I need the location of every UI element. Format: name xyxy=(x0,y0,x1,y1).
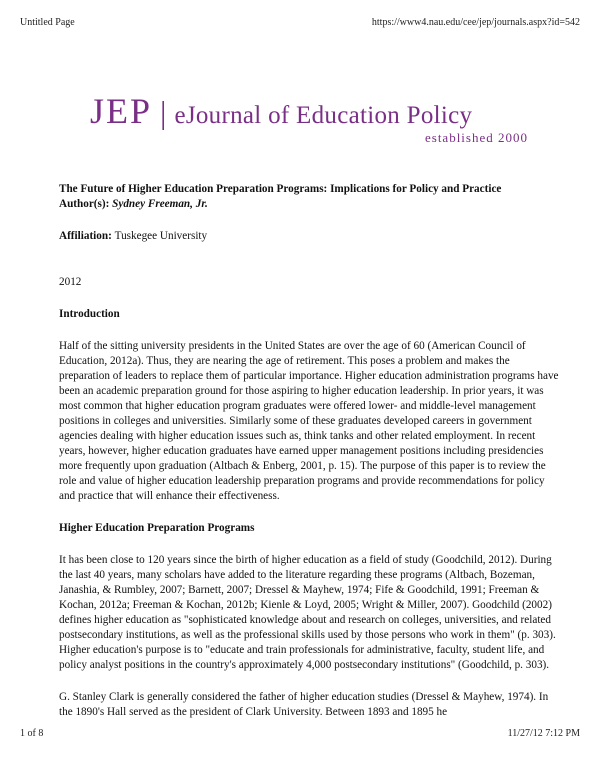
section-heading-programs: Higher Education Preparation Programs xyxy=(59,522,255,534)
affiliation-label: Affiliation: xyxy=(59,230,112,242)
author-name: Sydney Freeman, Jr. xyxy=(112,198,208,210)
browser-page-title: Untitled Page xyxy=(20,17,75,28)
article-content xyxy=(59,182,559,720)
journal-logo: JEP xyxy=(90,91,153,131)
publication-year: 2012 xyxy=(59,276,82,288)
browser-url[interactable]: https://www4.nau.edu/cee/jep/journals.aspx?id=542 xyxy=(371,17,580,28)
journal-masthead xyxy=(90,93,530,146)
journal-name: eJournal of Education Policy xyxy=(174,102,473,129)
page-indicator: 1 of 8 xyxy=(20,728,44,739)
masthead-separator: | xyxy=(160,94,167,130)
article-author xyxy=(59,197,559,212)
paragraph-programs-1: It has been close to 120 years since the birth of higher education as a field of study (Goodchild, 2012). During the last 40 years, many scholars have added to the literature regarding these programs (Altbach, Bozeman, Janashia, & Rumbley, 2007; Barnett, 2007; Dressel & Mayhew, 1974; Fife & Goodchild, 1991; Freeman & Kochan, 2012a; Freeman & Kochan, 2012b; Kienle & Loyd, 2005; Wright & Miller, 2007). Goodchild (2002) defines higher education as "sophisticated knowledge about and research on colleges, universities, and related postsecondary institutions, as well as the professional skills used by those persons who work in them" (p. 303). Higher education's purpose is to "educate and train professionals for administrative, faculty, student life, and policy analyst positions in the country's approximately 4,000 postsecondary institutions" (Goodchild, p. 303). xyxy=(59,554,556,671)
established-text: established 2000 xyxy=(424,130,528,145)
affiliation-value: Tuskegee University xyxy=(114,230,208,242)
author-label: Author(s): xyxy=(59,198,110,210)
masthead-row xyxy=(90,93,530,129)
section-heading-introduction: Introduction xyxy=(59,308,120,320)
article-title: The Future of Higher Education Preparation Programs: Implications for Policy and Practice xyxy=(59,183,502,195)
print-timestamp: 11/27/12 7:12 PM xyxy=(507,728,580,739)
article-affiliation xyxy=(59,229,559,244)
paragraph-introduction: Half of the sitting university presidents in the United States are over the age of 60 (American Council of Education, 2012a). Thus, they are nearing the age of retirement. This poses a problem and makes the preparation of leaders to replace them of particular importance. Higher education administration programs have been an academic preparation ground for those aspiring to higher education leadership. In prior years, it was most common that higher education program graduates were offered lower- and middle-level management positions in colleges and universities. Similarly some of these graduates developed careers in government agencies dealing with higher education issues such as, think tanks and other related employment. In recent years, however, higher education graduates have earned upper management positions including presidencies more frequently upon graduation (Altbach & Enberg, 2001, p. 15). The purpose of this paper is to review the role and value of higher education leadership preparation programs and provide recommendations for policy and practice that will enhance their effectiveness. xyxy=(59,340,559,502)
paragraph-programs-2: G. Stanley Clark is generally considered the father of higher education studies (Dressel & Mayhew, 1974). In the 1890's Hall served as the president of Clark University. Between 1893 and 1895 he xyxy=(59,691,549,718)
